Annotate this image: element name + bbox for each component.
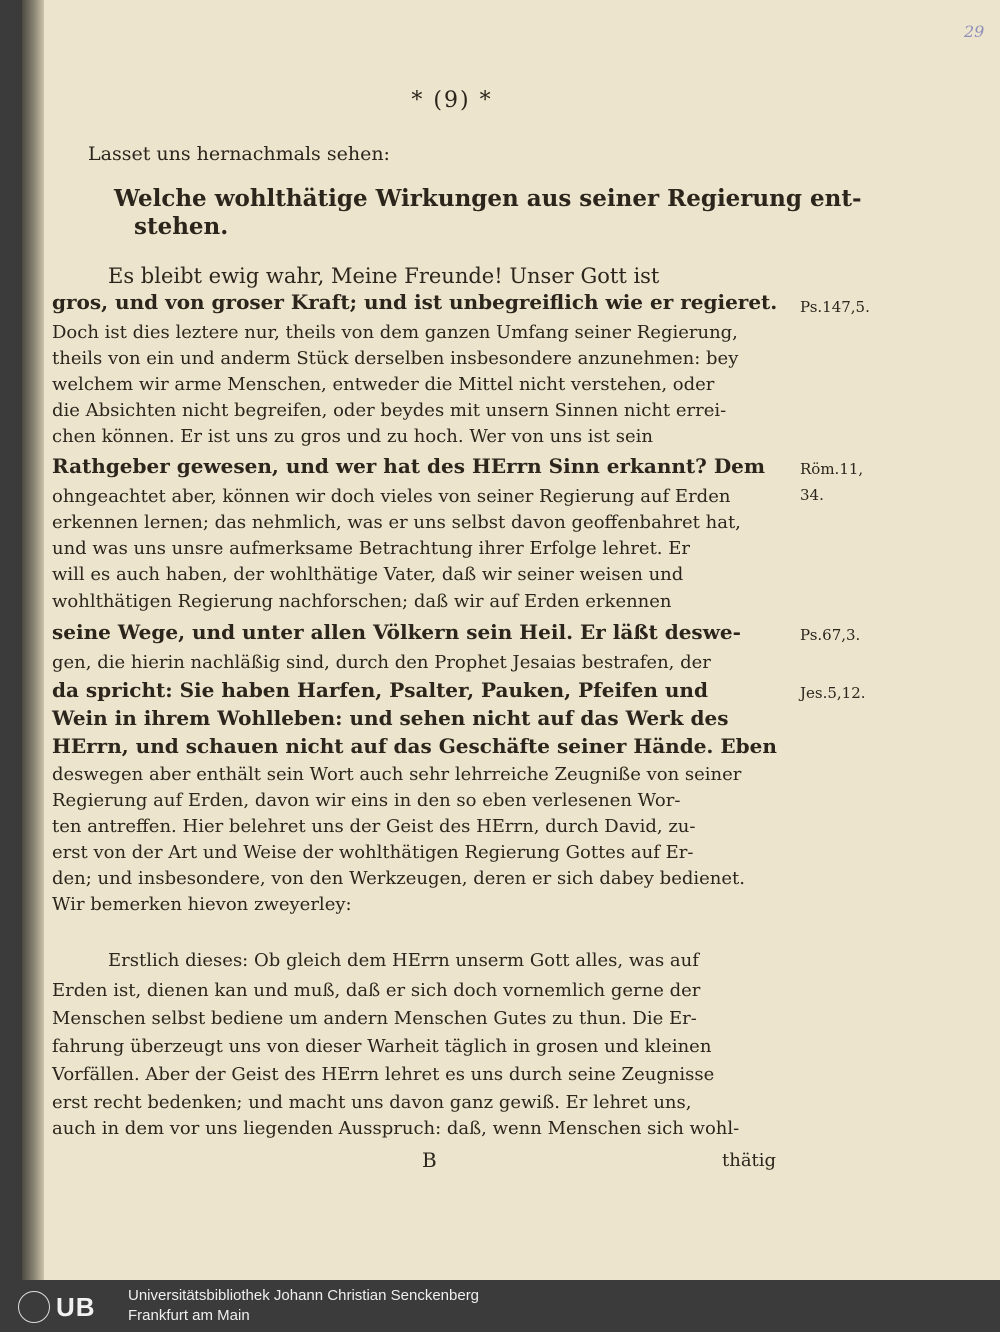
signature-mark: B xyxy=(422,1148,437,1172)
margin-note: 34. xyxy=(800,486,824,504)
margin-note: Jes.5,12. xyxy=(800,684,866,702)
text-line: Erden ist, dienen kan und muß, daß er sich doch vornemlich gerne der xyxy=(52,980,701,1001)
text-line: chen können. Er ist uns zu gros und zu hoch. Wer von uns ist sein xyxy=(52,426,653,447)
text-line: Menschen selbst bediene um andern Menschen Gutes zu thun. Die Er- xyxy=(52,1008,697,1029)
footer-bar xyxy=(0,1280,1000,1332)
text-line: und was uns unsre aufmerksame Betrachtung ihrer Erfolge lehret. Er xyxy=(52,538,690,559)
logo-text: UB xyxy=(56,1292,96,1322)
text-line: erst von der Art und Weise der wohlthätigen Regierung Gottes auf Er- xyxy=(52,842,694,863)
text-line: will es auch haben, der wohlthätige Vater, daß wir seiner weisen und xyxy=(52,564,684,585)
catchword: thätig xyxy=(722,1150,777,1171)
text-line: wohlthätigen Regierung nachforschen; daß wir auf Erden erkennen xyxy=(52,591,672,612)
text-line: Wein in ihrem Wohlleben: und sehen nicht auf das Werk des xyxy=(52,706,729,730)
text-line: theils von ein und anderm Stück derselben insbesondere anzunehmen: bey xyxy=(52,348,739,369)
text-line: den; und insbesondere, von den Werkzeugen, deren er sich dabey bedienet. xyxy=(52,868,745,889)
text-line: ten antreffen. Hier belehret uns der Geist des HErrn, durch David, zu- xyxy=(52,816,696,837)
text-line: Vorfällen. Aber der Geist des HErrn lehret es uns durch seine Zeugnisse xyxy=(52,1064,715,1085)
institution-line: Universitätsbibliothek Johann Christian Senckenberg xyxy=(128,1287,480,1304)
text-line: Wir bemerken hievon zweyerley: xyxy=(52,894,352,915)
text-line: da spricht: Sie haben Harfen, Psalter, Pauken, Pfeifen und xyxy=(52,678,708,702)
text-line: Rathgeber gewesen, und wer hat des HErrn Sinn erkannt? Dem xyxy=(52,454,766,478)
text-line: deswegen aber enthält sein Wort auch sehr lehrreiche Zeugniße von seiner xyxy=(52,764,742,785)
text-line: die Absichten nicht begreifen, oder beydes mit unsern Sinnen nicht errei- xyxy=(52,400,727,421)
margin-note: Ps.147,5. xyxy=(800,298,870,316)
section-heading: Welche wohlthätige Wirkungen aus seiner Regierung ent- xyxy=(114,185,862,212)
corner-page-number: 29 xyxy=(964,22,985,41)
institution-name xyxy=(128,1286,479,1326)
text-line: Lasset uns hernachmals sehen: xyxy=(88,143,390,165)
scanned-page xyxy=(22,0,1000,1280)
text-line: seine Wege, und unter allen Völkern sein Heil. Er läßt deswe- xyxy=(52,620,741,644)
text-line: erkennen lernen; das nehmlich, was er uns selbst davon geoffenbahret hat, xyxy=(52,512,741,533)
page-header: * (9) * xyxy=(411,88,493,113)
text-line: auch in dem vor uns liegenden Ausspruch: daß, wenn Menschen sich wohl- xyxy=(52,1118,740,1139)
margin-note: Ps.67,3. xyxy=(800,626,861,644)
text-line: gen, die hierin nachläßig sind, durch den Prophet Jesaias bestrafen, der xyxy=(52,652,711,673)
text-line: Erstlich dieses: Ob gleich dem HErrn unserm Gott alles, was auf xyxy=(108,950,699,971)
text-line: fahrung überzeugt uns von dieser Warheit täglich in grosen und kleinen xyxy=(52,1036,712,1057)
text-line: ohngeachtet aber, können wir doch vieles von seiner Regierung auf Erden xyxy=(52,486,731,507)
text-line: Regierung auf Erden, davon wir eins in den so eben verlesenen Wor- xyxy=(52,790,681,811)
page-binding-edge xyxy=(22,0,44,1280)
text-line: Es bleibt ewig wahr, Meine Freunde! Unser Gott ist xyxy=(108,264,660,288)
text-line: Doch ist dies leztere nur, theils von dem ganzen Umfang seiner Regierung, xyxy=(52,322,738,343)
portrait-seal-icon xyxy=(18,1291,50,1323)
institution-location: Frankfurt am Main xyxy=(128,1307,250,1324)
text-line: erst recht bedenken; und macht uns davon ganz gewiß. Er lehret uns, xyxy=(52,1092,692,1113)
text-line: welchem wir arme Menschen, entweder die Mittel nicht verstehen, oder xyxy=(52,374,715,395)
text-line: HErrn, und schauen nicht auf das Geschäfte seiner Hände. Eben xyxy=(52,734,777,758)
section-heading: stehen. xyxy=(134,213,229,240)
library-logo xyxy=(18,1291,118,1321)
text-line: gros, und von groser Kraft; und ist unbegreiflich wie er regieret. xyxy=(52,290,778,314)
margin-note: Röm.11, xyxy=(800,460,864,478)
